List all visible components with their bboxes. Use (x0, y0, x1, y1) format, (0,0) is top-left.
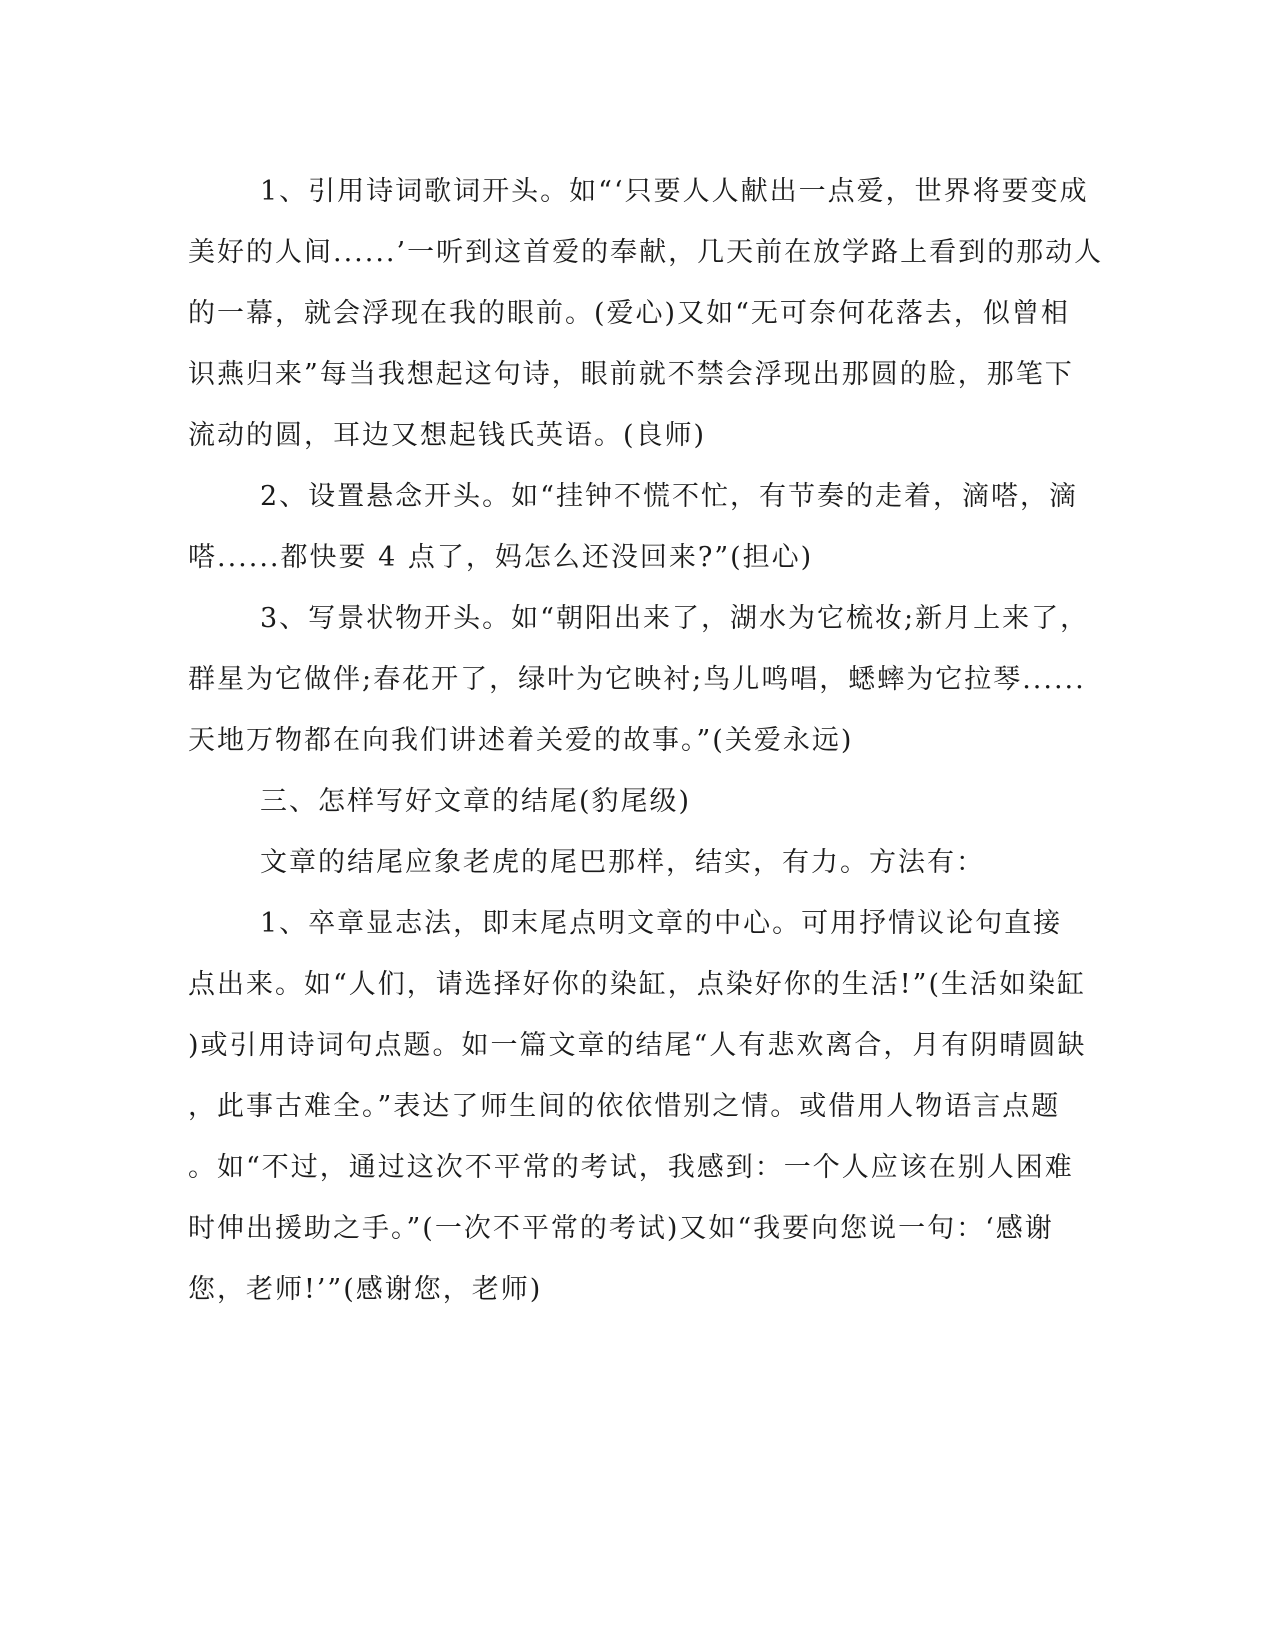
text-line: 文章的结尾应象老虎的尾巴那样，结实，有力。方法有： (260, 847, 985, 878)
text-line: 3、写景状物开头。如“朝阳出来了，湖水为它梳妆;新月上来了， (260, 603, 1090, 634)
text-line: 识燕归来”每当我想起这句诗，眼前就不禁会浮现出那圆的脸，那笔下 (188, 359, 1074, 390)
text-line: 您，老师!’”(感谢您，老师) (188, 1274, 543, 1305)
text-line: 1、卒章显志法，即末尾点明文章的中心。可用抒情议论句直接 (260, 908, 1063, 939)
text-line: 2、设置悬念开头。如“挂钟不慌不忙，有节奏的走着，滴嗒，滴 (260, 481, 1078, 512)
body-text (188, 161, 1104, 1320)
text-line: 。如“不过，通过这次不平常的考试，我感到：一个人应该在别人困难 (188, 1152, 1074, 1183)
text-line: 嗒......都快要 4 点了，妈怎么还没回来?”(担心) (188, 542, 814, 573)
text-line: 美好的人间......’一听到这首爱的奉献，几天前在放学路上看到的那动人 (188, 237, 1104, 268)
text-line: 天地万物都在向我们讲述着关爱的故事。”(关爱永远) (188, 725, 854, 756)
text-line: 1、引用诗词歌词开头。如“‘只要人人献出一点爱，世界将要变成 (260, 176, 1089, 207)
text-line: ，此事古难全。”表达了师生间的依依惜别之情。或借用人物语言点题 (188, 1091, 1061, 1122)
text-line: )或引用诗词句点题。如一篇文章的结尾“人有悲欢离合，月有阴晴圆缺 (188, 1030, 1087, 1061)
text-line: 流动的圆，耳边又想起钱氏英语。(良师) (188, 420, 707, 451)
text-line: 的一幕，就会浮现在我的眼前。(爱心)又如“无可奈何花落去，似曾相 (188, 298, 1070, 329)
text-line: 时伸出援助之手。”(一次不平常的考试)又如“我要向您说一句：‘感谢 (188, 1213, 1054, 1244)
text-line: 点出来。如“人们，请选择好你的染缸，点染好你的生活!”(生活如染缸 (188, 969, 1086, 1000)
section-heading: 三、怎样写好文章的结尾(豹尾级) (260, 786, 692, 817)
text-line: 群星为它做伴;春花开了，绿叶为它映衬;鸟儿鸣唱，蟋蟀为它拉琴...... (188, 664, 1086, 695)
